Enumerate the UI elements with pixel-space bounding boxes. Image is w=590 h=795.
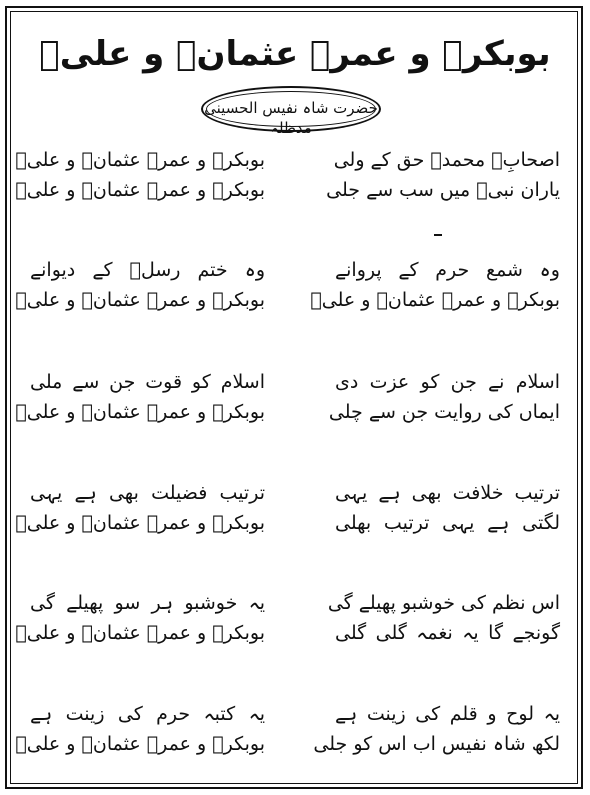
verse-first-hemistich: وہ شمع حرم کے پروانے [335, 259, 560, 281]
stanza-6 [15, 699, 560, 759]
verse-first-hemistich: ایماں کی روایت جن سے چلی [328, 401, 560, 423]
verse-second-hemistich: وہ ختم رسلؐ کے دیوانے [30, 259, 265, 281]
verse-second-hemistich: بوبکرؓ و عمرؓ عثمانؓ و علیؓ [15, 179, 265, 201]
verse-second-hemistich: اسلام کو قوت جن سے ملی [30, 371, 265, 393]
separator-mark [434, 234, 442, 236]
stanza-1 [15, 145, 560, 205]
verse-line [15, 508, 560, 538]
verse-second-hemistich: بوبکرؓ و عمرؓ عثمانؓ و علیؓ [15, 512, 265, 534]
verse-first-hemistich: یاران نبیؐ میں سب سے جلی [326, 179, 560, 201]
verse-second-hemistich: بوبکرؓ و عمرؓ عثمانؓ و علیؓ [15, 622, 265, 644]
verse-first-hemistich: لکھ شاہ نفیس اب اس کو جلی [313, 733, 560, 755]
verse-second-hemistich: بوبکرؓ و عمرؓ عثمانؓ و علیؓ [15, 149, 265, 171]
verse-line [15, 618, 560, 648]
stanza-3 [15, 367, 560, 427]
verse-first-hemistich: یہ لوح و قلم کی زینت ہے [335, 703, 560, 725]
verse-line [15, 145, 560, 175]
verse-line [30, 367, 560, 397]
verse-line [15, 175, 560, 205]
verse-first-hemistich: لگتی ہے یہی ترتیب بھلی [335, 512, 560, 534]
verse-first-hemistich: اسلام نے جن کو عزت دی [335, 371, 560, 393]
stanza-4 [15, 478, 560, 538]
verse-second-hemistich: یہ کتبہ حرم کی زینت ہے [30, 703, 265, 725]
stanza-5 [15, 588, 560, 648]
verse-line [15, 397, 560, 427]
author-cartouche [201, 86, 381, 137]
verse-second-hemistich: ترتیب فضیلت بھی ہے یہی [30, 482, 265, 504]
verse-second-hemistich: یہ خوشبو ہر سو پھیلے گی [30, 592, 265, 614]
verse-first-hemistich: بوبکرؓ و عمرؓ عثمانؓ و علیؓ [310, 289, 560, 311]
verse-first-hemistich: ترتیب خلافت بھی ہے یہی [335, 482, 560, 504]
author-name: حضرت شاہ نفیس الحسینی مدظلہ [204, 99, 378, 137]
poem-title: بوبکرؓ و عمرؓ عثمانؓ و علیؓ [39, 34, 551, 74]
verse-line [30, 478, 560, 508]
verse-first-hemistich: اس نظم کی خوشبو پھیلے گی [327, 592, 560, 614]
verse-second-hemistich: بوبکرؓ و عمرؓ عثمانؓ و علیؓ [15, 289, 265, 311]
verse-second-hemistich: بوبکرؓ و عمرؓ عثمانؓ و علیؓ [15, 401, 265, 423]
verse-line [30, 699, 560, 729]
verse-first-hemistich: اصحابِؓ محمدؐ حق کے ولی [333, 149, 560, 171]
stanza-2 [15, 255, 560, 315]
verse-line [15, 285, 560, 315]
verse-line [30, 588, 560, 618]
verse-first-hemistich: گونجے گا یہ نغمہ گلی گلی [335, 622, 560, 644]
verse-line [15, 729, 560, 759]
verse-second-hemistich: بوبکرؓ و عمرؓ عثمانؓ و علیؓ [15, 733, 265, 755]
verse-line [30, 255, 560, 285]
